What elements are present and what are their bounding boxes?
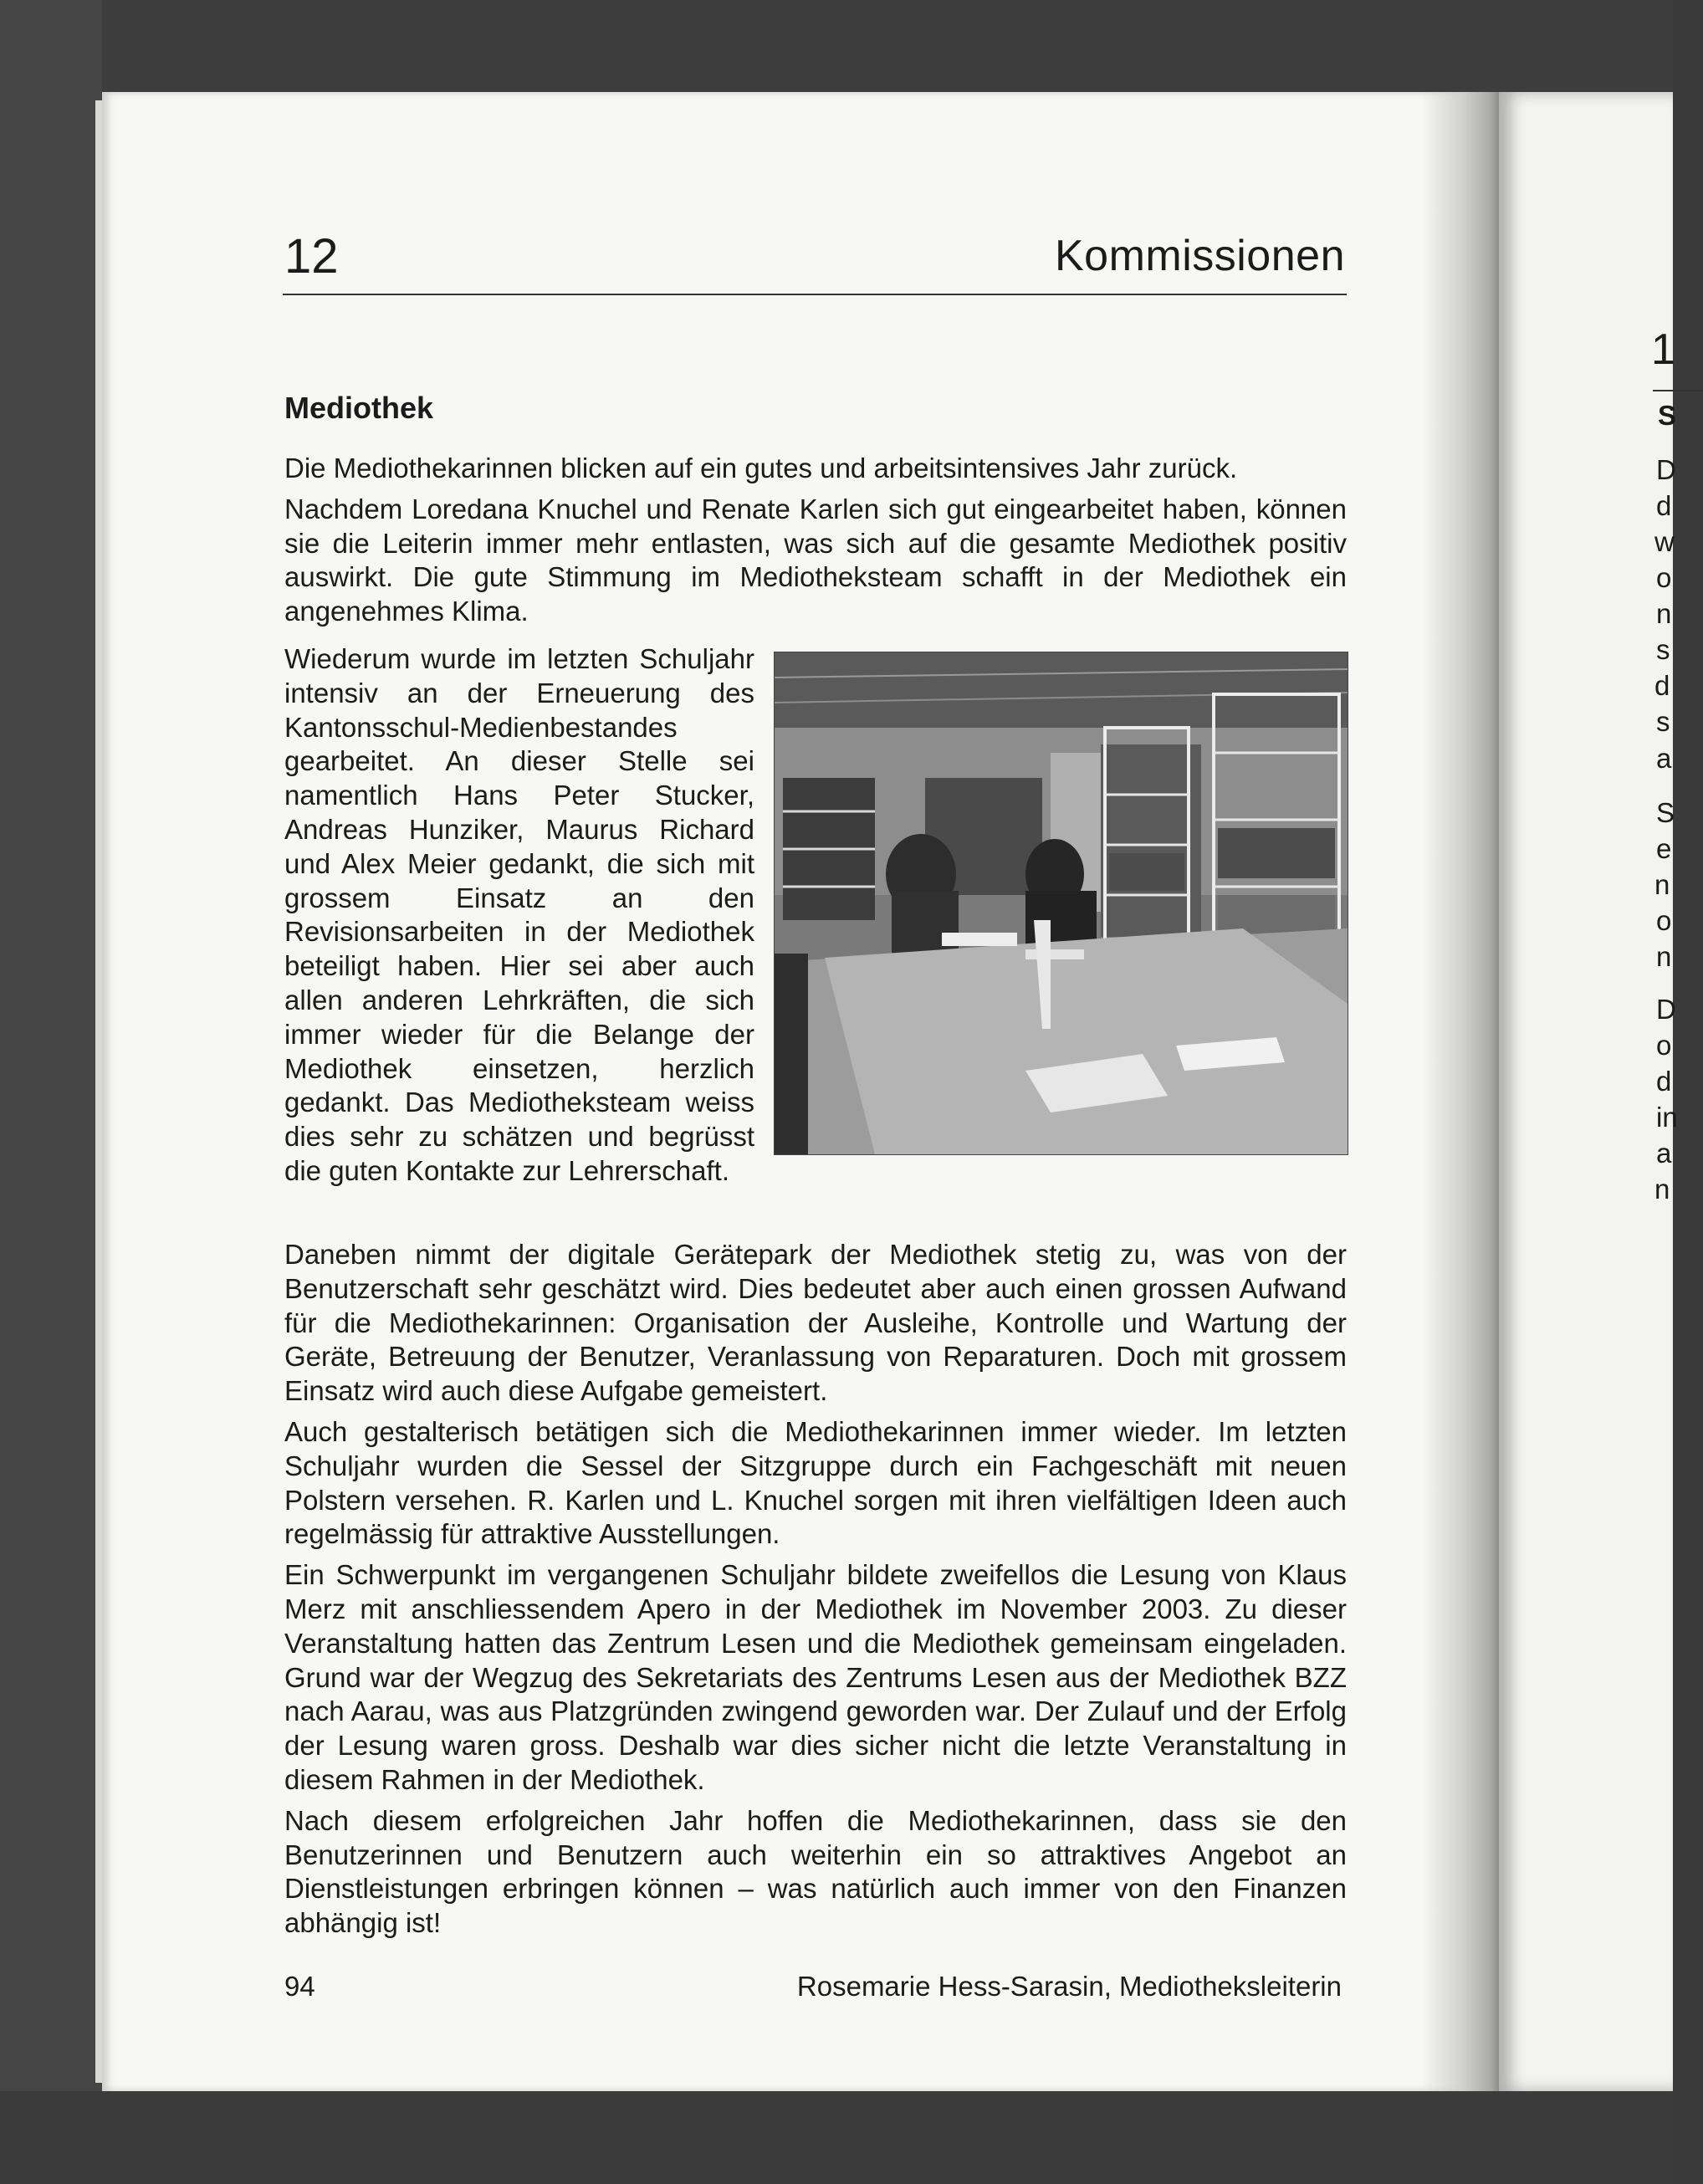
- chapter-title: Kommissionen: [1054, 232, 1345, 280]
- right-page-line-fragment: D: [1656, 994, 1676, 1025]
- right-page-line-fragment: d: [1656, 1066, 1672, 1097]
- paragraph: Nachdem Loredana Knuchel und Renate Karlen sich gut eingearbeitet haben, können sie die Leiterin immer mehr entlasten, was sich auf die gesamte Mediothek positiv auswirkt. Die gute Stimmung im Mediotheksteam schafft in der Mediothek ein angenehmes Klima.: [284, 493, 1347, 627]
- paragraph: Auch gestalterisch betätigen sich die Mediothekarinnen immer wieder. Im letzten Schuljahr wurden die Sessel der Sitzgruppe durch ein Fachgeschäft mit neuen Polstern versehen. R. Karlen und L. Knuchel sorgen mit ihren vielfältigen Ideen auch regelmässig für attraktive Ausstellungen.: [284, 1415, 1347, 1550]
- right-page-line-fragment: o: [1656, 562, 1672, 593]
- right-page-line-fragment: d: [1654, 670, 1670, 701]
- right-page-chapter-fragment: 1: [1651, 325, 1675, 374]
- paragraph: Ein Schwerpunkt im vergangenen Schuljahr bildete zweifellos die Lesung von Klaus Merz mit anschliessendem Apero in der Mediothek im November 2003. Zu dieser Veranstaltung hatten das Zentrum Lesen und die Mediothek gemeinsam eingeladen. Grund war der Wegzug des Sekretariats des Zentrums Lesen aus der Mediothek BZZ nach Aarau, was aus Platzgründen zwingend geworden war. Der Zulauf und der Erfolg der Lesung waren gross. Deshalb war dies sicher nicht die letzte Veranstaltung in diesem Rahmen in der Mediothek.: [284, 1559, 1347, 1795]
- right-page-line-fragment: n: [1656, 598, 1672, 629]
- intro-text: [284, 452, 1347, 636]
- wrapped-text: [284, 642, 754, 1195]
- paragraph: Wiederum wurde im letzten Schuljahr intensiv an der Erneuerung des Kantonsschul-Medienbestandes gearbeitet. An dieser Stelle sei namentlich Hans Peter Stucker, Andreas Hunziker, Maurus Richard und Alex Meier gedankt, die sich mit grossem Einsatz an den Revisionsarbeiten in der Mediothek beteiligt haben. Hier sei aber auch allen anderen Lehrkräften, die sich immer wieder für die Belange der Mediothek einsetzen, herzlich gedankt. Das Mediotheksteam weiss dies sehr zu schätzen und begrüsst die guten Kontakte zur Lehrerschaft.: [284, 643, 754, 1186]
- right-page-line-fragment: n: [1654, 869, 1670, 900]
- section-heading: Mediothek: [284, 391, 434, 425]
- right-page-header-rule: [1653, 390, 1703, 391]
- paragraph: Die Mediothekarinnen blicken auf ein gutes und arbeitsintensives Jahr zurück.: [284, 453, 1238, 483]
- right-page-line-fragment: S: [1656, 797, 1675, 828]
- right-page: [1499, 92, 1678, 2091]
- book-gutter: [1422, 92, 1499, 2091]
- scanner-background-left: [0, 0, 102, 2184]
- right-page-line-fragment: in: [1656, 1102, 1678, 1133]
- author-signature: Rosemarie Hess-Sarasin, Mediotheksleiterin: [796, 1971, 1342, 2002]
- scanner-background-top: [0, 0, 1673, 92]
- right-page-line-fragment: s: [1656, 634, 1670, 665]
- scanner-background-bottom: [0, 2091, 1673, 2184]
- chapter-number: 12: [284, 229, 339, 284]
- paragraph: Daneben nimmt der digitale Gerätepark der Mediothek stetig zu, was von der Benutzerschaft sehr geschätzt wird. Dies bedeutet aber auch einen grossen Aufwand für die Mediothekarinnen: Organisation der Ausleihe, Kontrolle und Wartung der Geräte, Betreuung der Benutzer, Veranlassung von Reparaturen. Doch mit grossem Einsatz wird auch diese Aufgabe gemeistert.: [284, 1239, 1347, 1407]
- right-page-line-fragment: a: [1656, 1138, 1672, 1169]
- library-photo: [774, 652, 1348, 1155]
- right-page-line-fragment: S: [1658, 400, 1677, 431]
- right-page-line-fragment: D: [1656, 454, 1676, 485]
- right-page-line-fragment: d: [1656, 490, 1672, 521]
- main-text: [284, 1238, 1347, 1947]
- right-page-line-fragment: o: [1656, 905, 1672, 936]
- right-page-line-fragment: e: [1656, 833, 1672, 864]
- header-rule: [283, 294, 1347, 295]
- right-page-line-fragment: o: [1656, 1030, 1672, 1061]
- page-number: 94: [284, 1971, 315, 2002]
- paragraph: Nach diesem erfolgreichen Jahr hoffen die Mediothekarinnen, dass sie den Benutzerinnen und Benutzern auch weiterhin ein so attraktives Angebot an Dienstleistungen erbringen können – was natürlich auch immer von den Finanzen abhängig ist!: [284, 1804, 1347, 1939]
- right-page-line-fragment: a: [1656, 743, 1672, 774]
- right-page-line-fragment: n: [1654, 1174, 1670, 1205]
- right-page-line-fragment: w: [1654, 526, 1675, 557]
- right-page-line-fragment: s: [1656, 706, 1670, 737]
- right-page-line-fragment: n: [1656, 941, 1672, 972]
